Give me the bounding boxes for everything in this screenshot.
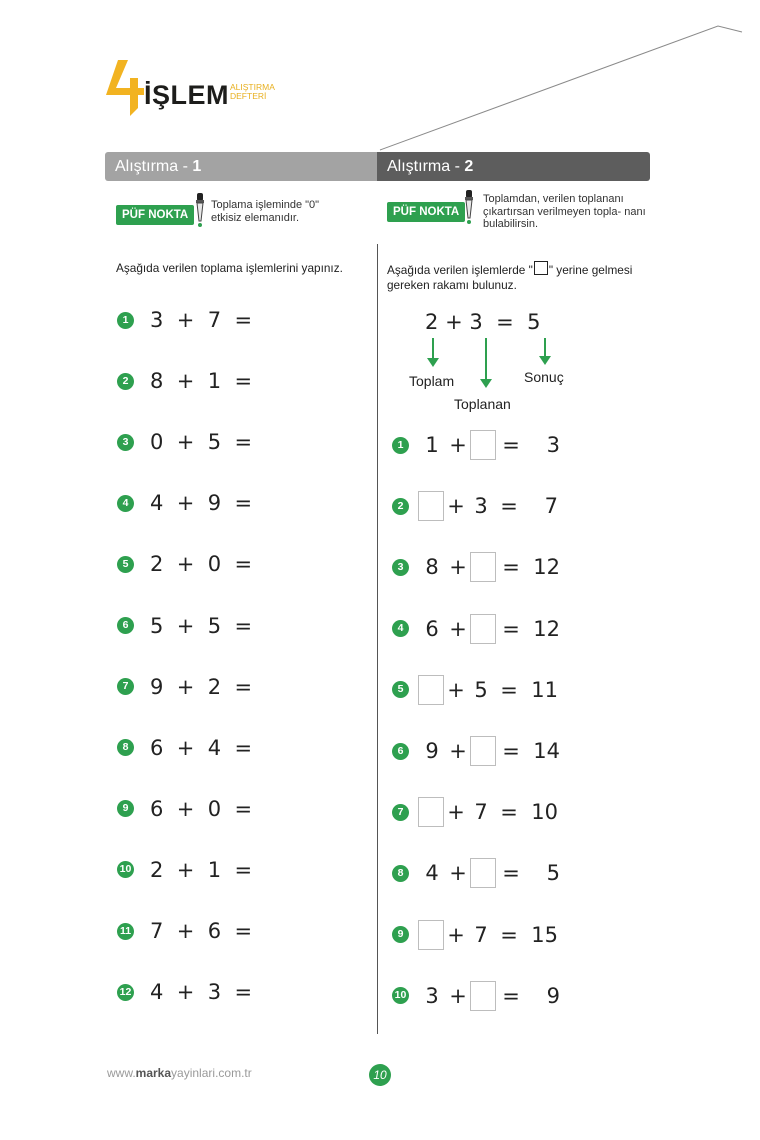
addend1: 1 <box>425 433 439 457</box>
problem-expression <box>418 797 558 827</box>
equals-sign: = <box>234 369 253 394</box>
addend1: 8 <box>150 369 164 394</box>
problem-number-badge: 2 <box>392 498 409 515</box>
addend2: 0 <box>207 796 222 821</box>
problem-number-badge: 10 <box>392 987 409 1004</box>
addend2: 7 <box>474 922 488 947</box>
plus-sign: + <box>176 369 195 394</box>
addend1: 9 <box>150 674 164 699</box>
addend1: 0 <box>150 430 164 455</box>
addend2: 7 <box>207 308 222 332</box>
exercise2-instruction <box>387 261 649 293</box>
problem-number-badge: 3 <box>117 434 134 451</box>
problem-number-badge: 1 <box>117 312 134 329</box>
exercise2-problem <box>392 615 560 643</box>
exercise2-problem <box>392 859 560 887</box>
sum-result: 15 <box>531 922 558 947</box>
exercise2-number: 2 <box>464 158 474 175</box>
equals-sign: = <box>234 491 253 516</box>
exercise2-problem <box>392 921 558 949</box>
column-divider <box>377 244 378 1034</box>
plus-sign: + <box>176 796 195 821</box>
logo-word: İŞLEM <box>144 80 230 110</box>
plus-sign: + <box>176 674 195 699</box>
addend1: 4 <box>425 861 439 886</box>
tip1-text: Toplama işleminde "0" etkisiz elemanıdır. <box>211 199 320 224</box>
problem-expression <box>418 430 560 460</box>
addend1: 8 <box>425 555 439 580</box>
problem-number-badge: 8 <box>117 739 134 756</box>
sum-result: 11 <box>531 677 558 702</box>
exercise1-problem <box>117 428 252 456</box>
addend2: 5 <box>207 430 222 455</box>
problem-number-badge: 11 <box>117 923 134 940</box>
addend2: 5 <box>207 613 222 638</box>
exercise2-header <box>377 152 650 181</box>
problem-expression <box>150 491 252 515</box>
equals-sign: = <box>502 739 520 763</box>
equals-sign: = <box>502 983 520 1008</box>
equals-sign: = <box>234 919 253 943</box>
plus-sign: + <box>449 433 467 457</box>
addend2: 9 <box>207 491 222 516</box>
addend2: 0 <box>207 552 222 577</box>
equals-sign: = <box>500 922 518 947</box>
tip1-badge: PÜF NOKTA <box>116 205 194 225</box>
plus-sign: + <box>447 677 465 702</box>
problem-expression <box>418 981 560 1011</box>
answer-box[interactable] <box>470 552 496 582</box>
problem-expression <box>150 614 252 638</box>
equals-sign: = <box>234 430 253 455</box>
exercise1-problem <box>117 550 252 578</box>
answer-box[interactable] <box>418 675 444 705</box>
addend2: 2 <box>207 674 222 699</box>
logo-subtitle <box>230 83 275 101</box>
label-sonuc: Sonuç <box>524 369 564 385</box>
footer-url <box>107 1066 252 1080</box>
sum-result: 12 <box>533 555 560 580</box>
plus-sign: + <box>176 613 195 638</box>
example-addend2: 3 <box>469 310 483 334</box>
url-prefix: www. <box>107 1066 136 1080</box>
exercise1-problem <box>117 978 252 1006</box>
addend2: 6 <box>207 919 222 943</box>
problem-number-badge: 9 <box>117 800 134 817</box>
addend1: 3 <box>425 983 439 1008</box>
plus-sign: + <box>176 491 195 516</box>
problem-expression <box>150 980 252 1004</box>
problem-expression <box>418 920 558 950</box>
sum-result: 14 <box>533 739 560 763</box>
problem-expression <box>418 858 560 888</box>
page-number: 10 <box>369 1064 391 1086</box>
addend2: 3 <box>207 980 222 1005</box>
equals-sign: = <box>502 861 520 886</box>
problem-expression <box>150 675 252 699</box>
plus-sign: + <box>447 494 465 519</box>
addend2: 1 <box>207 857 222 882</box>
sum-result: 12 <box>533 616 560 641</box>
url-domain: yayinlari.com.tr <box>171 1066 252 1080</box>
exercise2-problem <box>392 553 560 581</box>
addend2: 7 <box>474 800 488 825</box>
equals-sign: = <box>500 800 518 825</box>
exercise2-problem <box>392 798 558 826</box>
addend1: 6 <box>425 616 439 641</box>
addend1: 2 <box>150 857 164 882</box>
addend1: 4 <box>150 980 164 1005</box>
problem-number-badge: 7 <box>117 678 134 695</box>
logo-subtitle-line2: DEFTERİ <box>230 91 267 101</box>
problem-number-badge: 6 <box>392 743 409 760</box>
plus-sign: + <box>176 552 195 577</box>
problem-number-badge: 2 <box>117 373 134 390</box>
plus-sign: + <box>447 800 465 825</box>
plus-sign: + <box>447 922 465 947</box>
equals-sign: = <box>502 616 520 641</box>
problem-expression <box>150 552 252 576</box>
answer-box[interactable] <box>470 736 496 766</box>
addend1: 6 <box>150 735 164 760</box>
exercise1-instruction: Aşağıda verilen toplama işlemlerini yapınız. <box>116 261 343 275</box>
exercise1-problem <box>117 917 252 945</box>
equals-sign: = <box>234 613 253 638</box>
label-toplam: Toplam <box>409 373 455 389</box>
exercise2-problem <box>392 676 558 704</box>
example-addend1: 2 <box>425 310 439 334</box>
sum-result: 10 <box>531 800 558 825</box>
plus-sign: + <box>449 616 467 641</box>
addend2: 4 <box>207 735 222 760</box>
addend1: 3 <box>150 308 164 332</box>
problem-number-badge: 6 <box>117 617 134 634</box>
equals-sign: = <box>234 796 253 821</box>
equals-sign: = <box>500 494 518 519</box>
problem-expression <box>150 919 252 943</box>
problem-expression <box>150 430 252 454</box>
plus-sign: + <box>176 430 195 455</box>
answer-box[interactable] <box>418 920 444 950</box>
instruction2-part2: " yerine gelmesi gereken rakamı bulunuz. <box>387 263 633 292</box>
problem-expression <box>418 675 558 705</box>
problem-number-badge: 7 <box>392 804 409 821</box>
sum-result: 5 <box>546 861 560 886</box>
tip2-text: Toplamdan, verilen toplananı çıkartırsan verilmeyen topla- nanı bulabilirsin. <box>483 193 646 230</box>
plus-sign: + <box>449 555 467 580</box>
exercise2-title: Alıştırma - <box>387 158 465 175</box>
logo <box>104 58 304 118</box>
plus-sign: + <box>176 308 195 332</box>
plus-sign: + <box>449 861 467 886</box>
example-result: 5 <box>527 310 541 334</box>
answer-box[interactable] <box>418 797 444 827</box>
problem-number-badge: 5 <box>392 681 409 698</box>
instruction2-part1: Aşağıda verilen işlemlerde " <box>387 263 533 277</box>
answer-box[interactable] <box>418 491 444 521</box>
problem-number-badge: 10 <box>117 861 134 878</box>
answer-box[interactable] <box>470 981 496 1011</box>
exercise1-problem <box>117 673 252 701</box>
problem-number-badge: 12 <box>117 984 134 1001</box>
problem-number-badge: 4 <box>392 620 409 637</box>
exercise1-problem <box>117 856 252 884</box>
problem-number-badge: 1 <box>392 437 409 454</box>
exercise1-problem <box>117 306 252 334</box>
plus-sign: + <box>176 857 195 882</box>
equals-sign: = <box>234 857 253 882</box>
dropper-icon <box>462 190 476 226</box>
problem-number-badge: 8 <box>392 865 409 882</box>
addend2: 5 <box>474 677 488 702</box>
answer-box[interactable] <box>470 430 496 460</box>
label-toplanan: Toplanan <box>454 396 511 412</box>
addend1: 9 <box>425 739 439 763</box>
equals-sign: = <box>234 308 253 332</box>
exercise1-problem <box>117 795 252 823</box>
addend1: 7 <box>150 919 164 943</box>
equals-sign: = <box>502 433 520 457</box>
problem-number-badge: 3 <box>392 559 409 576</box>
exercise1-number: 1 <box>192 158 202 175</box>
exercise1-problem <box>117 489 252 517</box>
equals-sign: = <box>502 555 520 580</box>
problem-expression <box>418 491 558 521</box>
problem-expression <box>150 736 252 760</box>
addend2: 3 <box>474 494 488 519</box>
problem-number-badge: 5 <box>117 556 134 573</box>
exercise1-title: Alıştırma - <box>115 158 193 175</box>
problem-number-badge: 4 <box>117 495 134 512</box>
problem-expression <box>418 736 560 766</box>
plus-sign: + <box>176 980 195 1005</box>
addend2: 1 <box>207 369 222 394</box>
equals-sign: = <box>234 735 253 760</box>
tip2-badge: PÜF NOKTA <box>387 202 465 222</box>
exercise2-problem <box>392 737 560 765</box>
answer-box[interactable] <box>470 614 496 644</box>
equals-sign: = <box>234 980 253 1005</box>
addend1: 4 <box>150 491 164 516</box>
exercise1-problem <box>117 612 252 640</box>
problem-expression <box>418 614 560 644</box>
exercise1-problem <box>117 367 252 395</box>
sum-result: 7 <box>544 494 558 519</box>
addend1: 6 <box>150 796 164 821</box>
url-brand: marka <box>135 1066 172 1080</box>
exercise1-problem <box>117 734 252 762</box>
logo-subtitle-line1: ALIŞTIRMA <box>230 82 275 92</box>
problem-number-badge: 9 <box>392 926 409 943</box>
exercise2-problem <box>392 492 558 520</box>
answer-box[interactable] <box>470 858 496 888</box>
plus-sign: + <box>449 739 467 763</box>
example-equals: = <box>496 310 514 334</box>
plus-sign: + <box>449 983 467 1008</box>
sum-result: 3 <box>546 433 560 457</box>
exercise2-problem <box>392 982 560 1010</box>
equals-sign: = <box>234 552 253 577</box>
plus-sign: + <box>176 919 195 943</box>
problem-expression <box>150 369 252 393</box>
problem-expression <box>418 552 560 582</box>
blank-box-icon <box>534 261 548 275</box>
problem-expression <box>150 797 252 821</box>
sum-result: 9 <box>546 983 560 1008</box>
problem-expression <box>150 308 252 332</box>
exercise2-problem <box>392 431 560 459</box>
equals-sign: = <box>234 674 253 699</box>
plus-sign: + <box>176 735 195 760</box>
exercise1-header <box>105 152 377 181</box>
example-plus: + <box>445 310 463 334</box>
equals-sign: = <box>500 677 518 702</box>
addend1: 2 <box>150 552 164 577</box>
problem-expression <box>150 858 252 882</box>
dropper-icon <box>193 193 207 229</box>
addend1: 5 <box>150 613 164 638</box>
